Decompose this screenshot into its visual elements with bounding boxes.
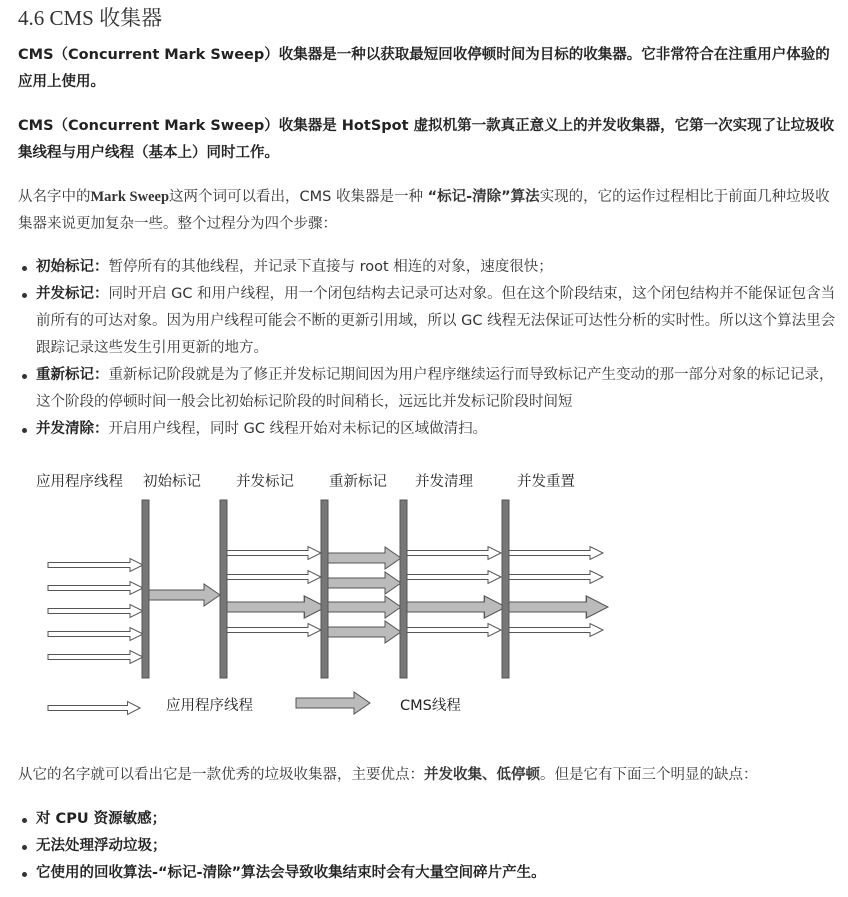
list-item: 对 CPU 资源敏感；	[18, 806, 840, 833]
step-desc: 重新标记阶段就是为了修正并发标记期间因为用户程序继续运行而导致标记产生变动的那一部分对象的标记记录，这个阶段的停顿时间一般会比初始标记阶段的时间稍长，远远比并发标记阶段时间短	[36, 367, 834, 410]
emphasis: “标记-清除”算法	[427, 189, 540, 205]
intro-paragraph-3	[18, 184, 840, 238]
cms-threads-remark	[327, 547, 401, 643]
phase-label-initial-mark: 初始标记	[143, 474, 201, 490]
emphasis: Mark Sweep	[90, 189, 170, 205]
step-term: 并发清除：	[36, 421, 109, 437]
step-term: 初始标记：	[36, 259, 109, 275]
cms-thread-concurrent-sweep	[406, 596, 506, 618]
cons-list	[18, 806, 840, 887]
step-desc: 开启用户线程，同时 GC 线程开始对未标记的区域做清扫。	[108, 421, 488, 437]
step-desc: 同时开启 GC 和用户线程，用一个闭包结构去记录可达对象。但在这个阶段结束，这个闭包结构并不能保证包含当前所有的可达对象。因为用户线程可能会不断的更新引用域，所以 GC 线程无法保证可达性分析的实时性。所以这个算法里会跟踪记录这些发生引用更新的地方。	[36, 286, 836, 356]
legend-cms-label: CMS线程	[400, 698, 461, 714]
cms-thread-initial-mark	[146, 584, 220, 606]
app-thread-arrows-concurrent-mark	[226, 547, 321, 637]
cms-thread-concurrent-reset	[508, 596, 608, 618]
phase-label-concurrent-reset: 并发重置	[517, 474, 575, 490]
text: 从它的名字就可以看出它是一款优秀的垃圾收集器，主要优点：	[18, 767, 424, 783]
list-item: 无法处理浮动垃圾；	[18, 833, 840, 860]
intro-paragraph-1: CMS（Concurrent Mark Sweep）收集器是一种以获取最短回收停顿时间为目标的收集器。它非常符合在注重用户体验的应用上使用。	[18, 47, 830, 90]
step-term: 重新标记：	[36, 367, 109, 383]
legend-app-label: 应用程序线程	[166, 698, 253, 714]
phase-label-app: 应用程序线程	[36, 474, 123, 490]
advantages-paragraph	[18, 762, 840, 789]
cms-thread-concurrent-mark	[226, 596, 326, 618]
list-item	[18, 362, 840, 416]
steps-list	[18, 254, 840, 443]
diagram-graphic	[18, 460, 658, 730]
list-item	[18, 281, 840, 362]
text: 。但是它有下面三个明显的缺点：	[540, 767, 758, 783]
emphasis: 并发收集、低停顿	[424, 767, 540, 783]
app-thread-arrows-start	[48, 559, 143, 664]
section-title: 4.6 CMS 收集器	[18, 6, 163, 30]
cms-process-diagram	[18, 460, 658, 730]
text: 从名字中的	[18, 189, 91, 205]
intro-paragraph-2: CMS（Concurrent Mark Sweep）收集器是 HotSpot 虚拟机第一款真正意义上的并发收集器，它第一次实现了让垃圾收集线程与用户线程（基本上）同时工作。	[18, 118, 835, 161]
text: 实现的，它的运作过程相比于前面几种垃圾收集器来说更加复杂一些。整个过程分为四个步骤：	[18, 189, 830, 232]
list-item	[18, 416, 840, 443]
phase-label-concurrent-sweep: 并发清理	[415, 474, 473, 490]
phase-label-concurrent-mark: 并发标记	[236, 474, 294, 490]
text: 这两个词可以看出，CMS 收集器是一种	[169, 189, 428, 205]
list-item: 它使用的回收算法-“标记-清除”算法会导致收集结束时会有大量空间碎片产生。	[18, 860, 840, 887]
phase-label-remark: 重新标记	[329, 474, 387, 490]
step-term: 并发标记：	[36, 286, 109, 302]
list-item	[18, 254, 840, 281]
legend-app-arrow	[48, 702, 140, 715]
legend-cms-arrow	[296, 692, 370, 714]
step-desc: 暂停所有的其他线程，并记录下直接与 root 相连的对象，速度很快；	[108, 259, 553, 275]
phase-bars	[142, 500, 509, 678]
